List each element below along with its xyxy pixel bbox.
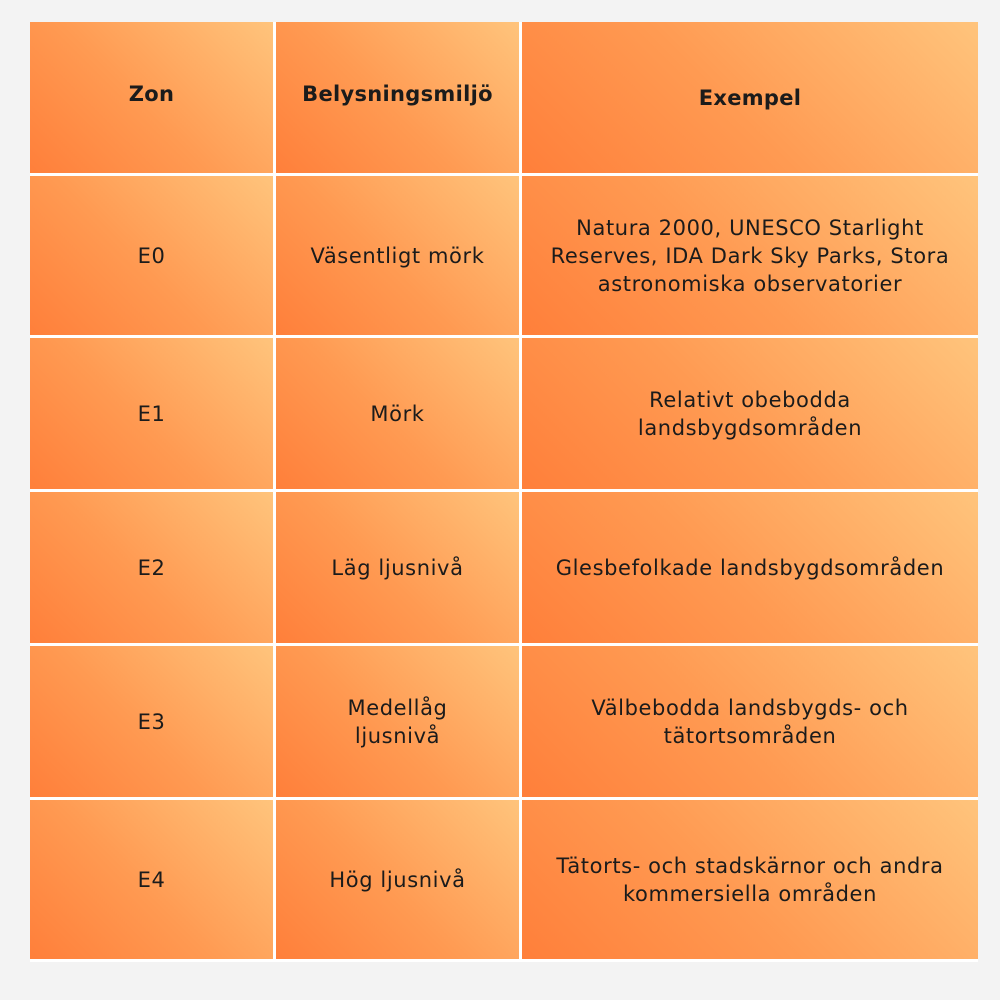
examples-cell-e3: Välbebodda landsbygds- och tätortsområden [522,646,978,797]
examples-cell-e1: Relativt obebodda landsbygdsområden [522,338,978,489]
header-examples: Exempel [522,22,978,173]
environment-cell-e3: Medellåg ljusnivå [276,646,519,797]
zone-cell-e0: E0 [30,176,273,335]
environment-cell-e4: Hög ljusnivå [276,800,519,959]
zone-cell-e3: E3 [30,646,273,797]
examples-cell-e2: Glesbefolkade landsbygdsområden [522,492,978,643]
environment-cell-e2: Läg ljusnivå [276,492,519,643]
zone-cell-e1: E1 [30,338,273,489]
environment-cell-e1: Mörk [276,338,519,489]
zone-cell-e2: E2 [30,492,273,643]
examples-cell-e4: Tätorts- och stadskärnor och andra kommersiella områden [522,800,978,959]
examples-cell-e0: Natura 2000, UNESCO Starlight Reserves, IDA Dark Sky Parks, Stora astronomiska observatorier [522,176,978,335]
lighting-zone-table [30,22,978,962]
header-zone: Zon [30,22,273,173]
zone-cell-e4: E4 [30,800,273,959]
header-environment: Belysningsmiljö [276,22,519,173]
environment-cell-e0: Väsentligt mörk [276,176,519,335]
